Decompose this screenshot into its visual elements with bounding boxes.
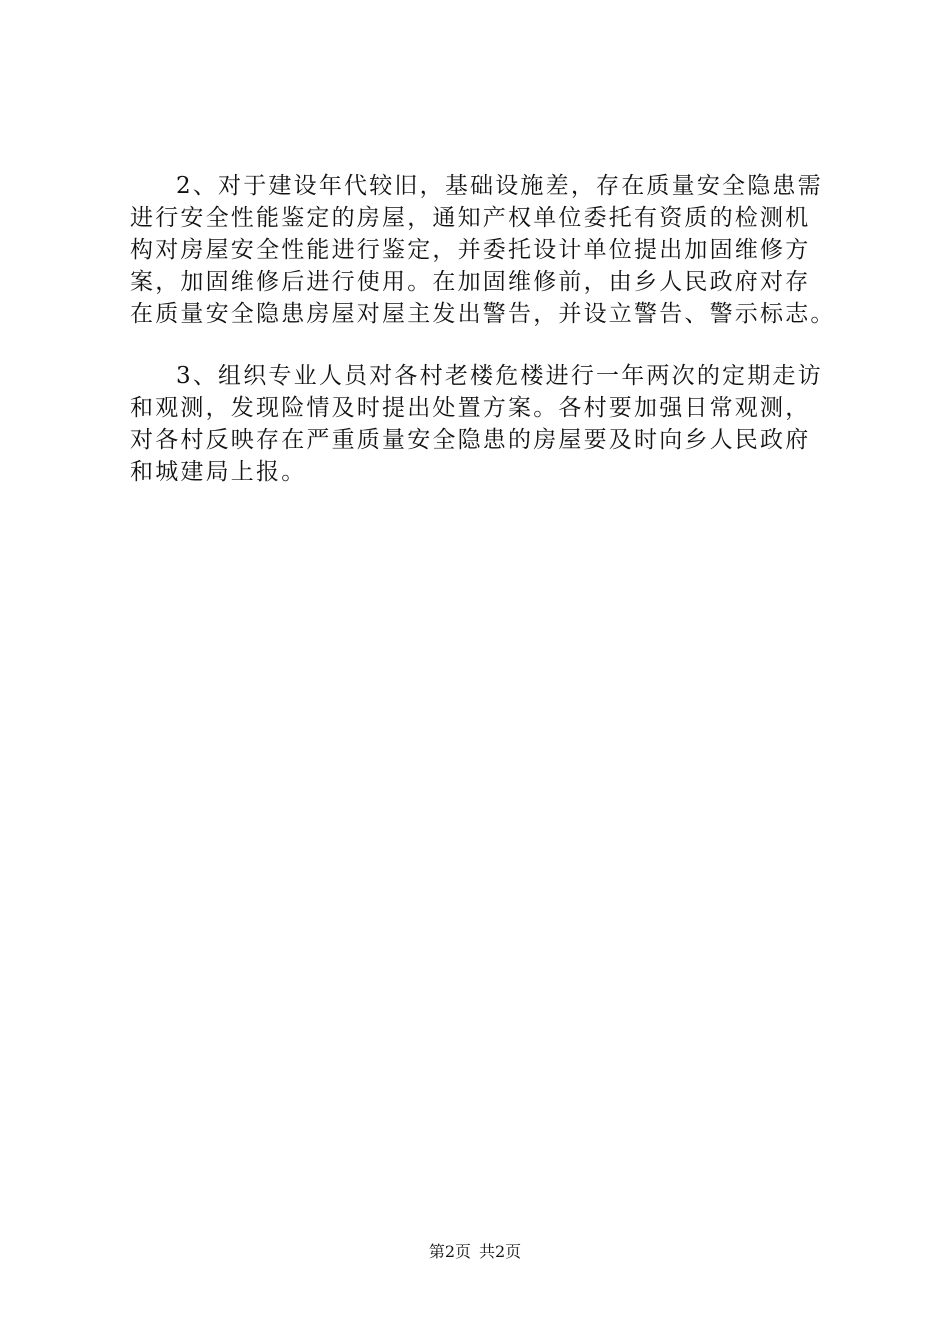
paragraph-line: 进行安全性能鉴定的房屋，通知产权单位委托有资质的检测机	[130, 205, 811, 231]
paragraph-line: 案，加固维修后进行使用。在加固维修前，由乡人民政府对存	[130, 269, 811, 295]
paragraph-2	[130, 170, 836, 330]
paragraph-3	[130, 360, 830, 488]
paragraph-line: 3、组织专业人员对各村老楼危楼进行一年两次的定期走访	[176, 363, 823, 389]
paragraph-line: 对各村反映存在严重质量安全隐患的房屋要及时向乡人民政府	[130, 427, 811, 453]
document-body	[130, 170, 836, 488]
paragraph-spacer	[130, 330, 830, 360]
page-number-current: 第2页	[428, 1242, 471, 1261]
paragraph-line: 构对房屋安全性能进行鉴定，并委托设计单位提出加固维修方	[130, 237, 811, 263]
paragraph-line: 2、对于建设年代较旧，基础设施差，存在质量安全隐患需	[176, 173, 823, 199]
paragraph-line: 和城建局上报。	[130, 459, 307, 485]
page-footer	[0, 1241, 950, 1263]
page-number-total: 共2页	[479, 1242, 522, 1261]
paragraph-line: 和观测，发现险情及时提出处置方案。各村要加强日常观测，	[130, 395, 811, 421]
paragraph-line: 在质量安全隐患房屋对屋主发出警告，并设立警告、警示标志。	[130, 301, 836, 327]
